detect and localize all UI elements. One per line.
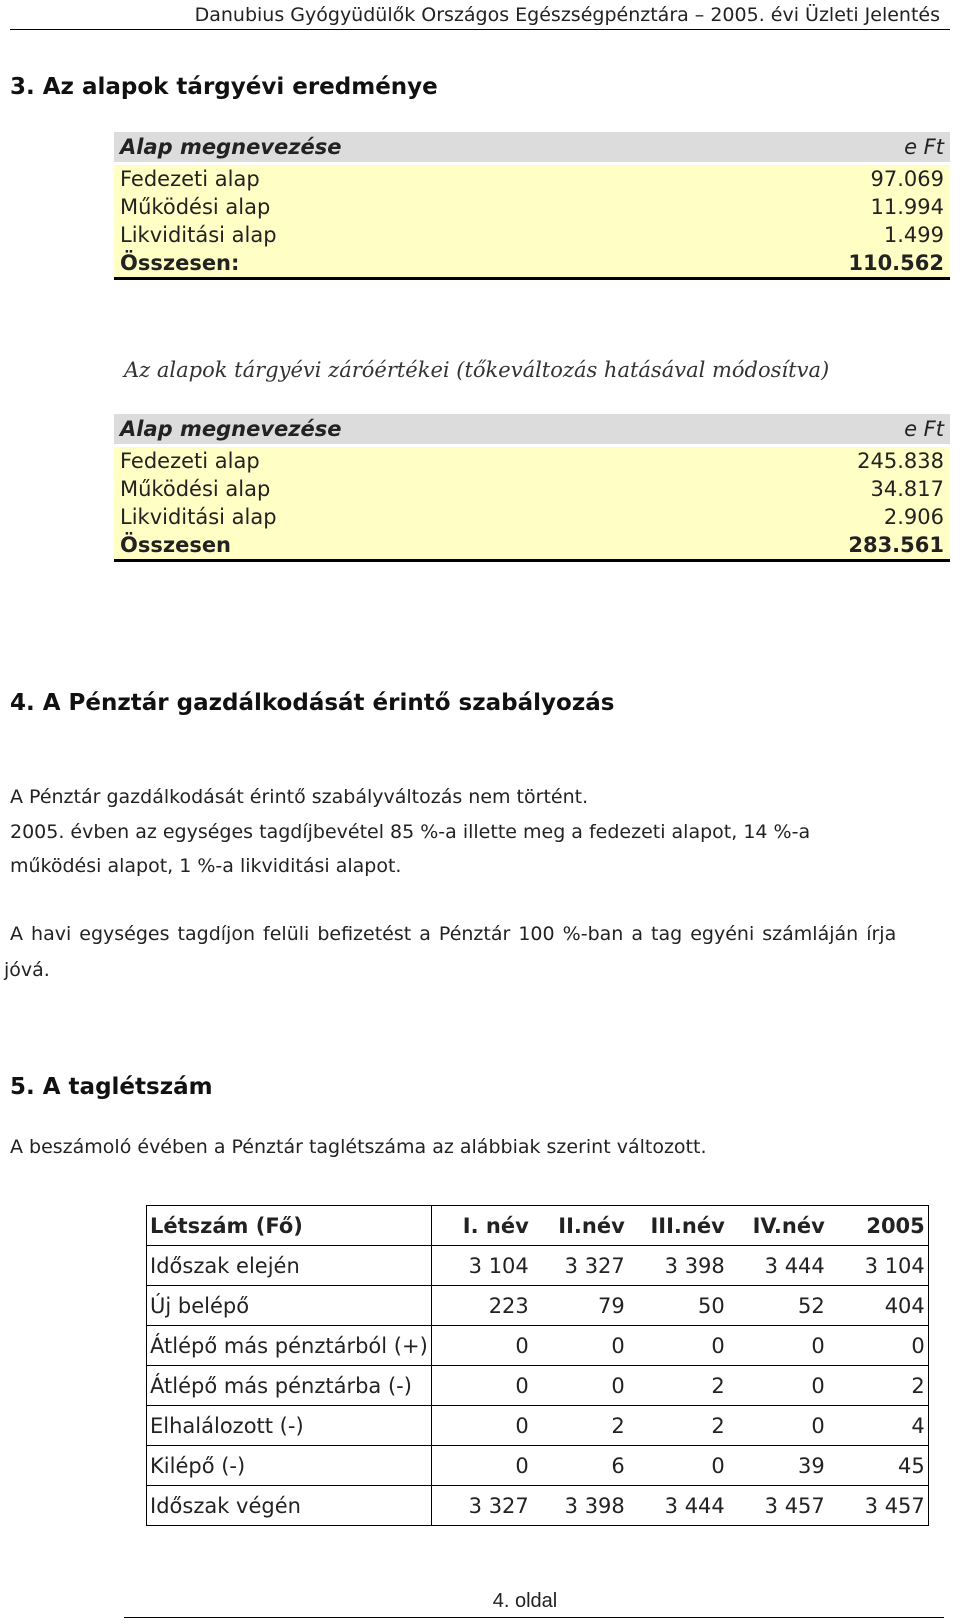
table-row (147, 1446, 929, 1486)
cell: 223 (431, 1286, 532, 1326)
table-row (114, 446, 950, 476)
cell: 0 (628, 1446, 728, 1486)
fund-name: Likviditási alap (114, 503, 686, 531)
total-row (114, 531, 950, 561)
cell: 45 (828, 1446, 929, 1486)
table-row (114, 475, 950, 503)
cell: 0 (728, 1366, 828, 1406)
fund-value: 2.906 (686, 503, 950, 531)
table-row (114, 164, 950, 194)
fund-value: 1.499 (686, 221, 950, 249)
table-row (114, 503, 950, 531)
table-row (147, 1246, 929, 1286)
regulation-paragraph-2b: működési alapot, 1 %-a likviditási alapot. (10, 855, 402, 877)
col-name-header: Alap megnevezése (114, 132, 686, 164)
cell: 3 444 (628, 1486, 728, 1526)
row-label: Kilépő (-) (147, 1446, 432, 1486)
table-row (147, 1286, 929, 1326)
col-header: III.név (628, 1206, 728, 1246)
fund-value: 11.994 (686, 193, 950, 221)
row-label: Időszak elején (147, 1246, 432, 1286)
cell: 0 (431, 1446, 532, 1486)
total-value: 283.561 (686, 531, 950, 561)
col-header: IV.név (728, 1206, 828, 1246)
cell: 3 398 (628, 1246, 728, 1286)
cell: 3 104 (828, 1246, 929, 1286)
cell: 3 104 (431, 1246, 532, 1286)
section-3-heading: 3. Az alapok tárgyévi eredménye (10, 74, 438, 100)
membership-intro: A beszámoló évében a Pénztár taglétszáma az alábbiak szerint változott. (10, 1136, 707, 1158)
table-row (114, 221, 950, 249)
footer-divider (124, 1617, 944, 1618)
cell: 3 457 (728, 1486, 828, 1526)
cell: 404 (828, 1286, 929, 1326)
total-label: Összesen (114, 531, 686, 561)
regulation-paragraph-2a: 2005. évben az egységes tagdíjbevétel 85 %-a illette meg a fedezeti alapot, 14 %-a (10, 821, 811, 843)
total-value: 110.562 (686, 249, 950, 279)
cell: 4 (828, 1406, 929, 1446)
table-row (147, 1406, 929, 1446)
fund-name: Működési alap (114, 475, 686, 503)
col-unit-header: e Ft (686, 414, 950, 446)
cell: 3 457 (828, 1486, 929, 1526)
fund-name: Likviditási alap (114, 221, 686, 249)
cell: 0 (728, 1406, 828, 1446)
table-row (147, 1326, 929, 1366)
cell: 0 (628, 1326, 728, 1366)
cell: 0 (828, 1326, 929, 1366)
cell: 0 (728, 1326, 828, 1366)
fund-name: Fedezeti alap (114, 446, 686, 476)
cell: 0 (532, 1366, 628, 1406)
cell: 52 (728, 1286, 828, 1326)
section-4-heading: 4. A Pénztár gazdálkodását érintő szabályozás (10, 690, 615, 716)
col-header: 2005 (828, 1206, 929, 1246)
regulation-paragraph-3b: jóvá. (4, 959, 50, 981)
col-header: II.név (532, 1206, 628, 1246)
row-label: Új belépő (147, 1286, 432, 1326)
row-label: Elhalálozott (-) (147, 1406, 432, 1446)
page-header: Danubius Gyógyüdülők Országos Egészségpénztára – 2005. évi Üzleti Jelentés (10, 0, 950, 30)
cell: 3 327 (532, 1246, 628, 1286)
table-row (147, 1366, 929, 1406)
col-name-header: Alap megnevezése (114, 414, 686, 446)
regulation-paragraph-3a: A havi egységes tagdíjon felüli befizetést a Pénztár 100 %-ban a tag egyéni számláján írja (10, 923, 897, 945)
page-number: 4. oldal (492, 1590, 558, 1612)
cell: 39 (728, 1446, 828, 1486)
cell: 0 (532, 1326, 628, 1366)
closing-values-caption: Az alapok tárgyévi záróértékei (tőkeváltozás hatásával módosítva) (124, 358, 830, 382)
cell: 6 (532, 1446, 628, 1486)
cell: 50 (628, 1286, 728, 1326)
cell: 3 444 (728, 1246, 828, 1286)
cell: 3 327 (431, 1486, 532, 1526)
cell: 0 (431, 1406, 532, 1446)
col-header: I. név (431, 1206, 532, 1246)
fund-name: Fedezeti alap (114, 164, 686, 194)
fund-value: 34.817 (686, 475, 950, 503)
table-row (147, 1486, 929, 1526)
section-5-heading: 5. A taglétszám (10, 1074, 213, 1100)
row-label: Időszak végén (147, 1486, 432, 1526)
fund-name: Működési alap (114, 193, 686, 221)
fund-closing-table (114, 414, 950, 562)
cell: 3 398 (532, 1486, 628, 1526)
regulation-paragraph-1: A Pénztár gazdálkodását érintő szabályváltozás nem történt. (10, 786, 589, 808)
col-header: Létszám (Fő) (147, 1206, 432, 1246)
cell: 2 (628, 1366, 728, 1406)
col-unit-header: e Ft (686, 132, 950, 164)
cell: 79 (532, 1286, 628, 1326)
cell: 0 (431, 1366, 532, 1406)
row-label: Átlépő más pénztárba (-) (147, 1366, 432, 1406)
cell: 2 (532, 1406, 628, 1446)
total-row (114, 249, 950, 279)
table-row (114, 193, 950, 221)
table-header-row (147, 1206, 929, 1246)
fund-value: 97.069 (686, 164, 950, 194)
cell: 0 (431, 1326, 532, 1366)
cell: 2 (828, 1366, 929, 1406)
cell: 2 (628, 1406, 728, 1446)
total-label: Összesen: (114, 249, 686, 279)
row-label: Átlépő más pénztárból (+) (147, 1326, 432, 1366)
membership-table (146, 1205, 929, 1526)
fund-results-table (114, 132, 950, 280)
fund-value: 245.838 (686, 446, 950, 476)
